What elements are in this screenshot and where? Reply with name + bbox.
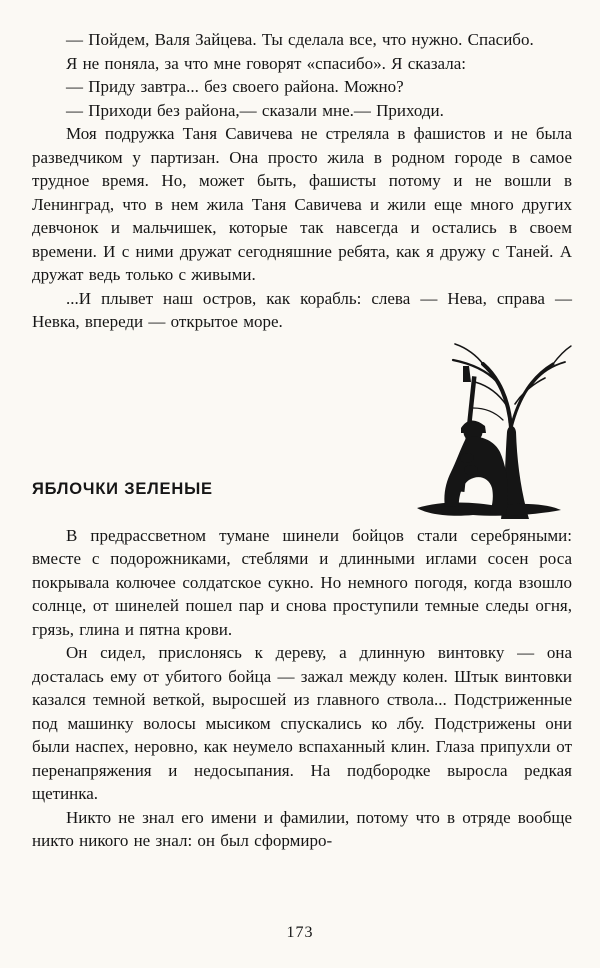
section-break [32,334,572,524]
soldier-under-tree-illustration [402,336,574,521]
paragraph: Моя подружка Таня Савичева не стреляла в фашистов и не была разведчиком у партизан. Она просто жила в родном городе в самое трудное время. Но, может быть, фашисты потому и не вошли в Ленинград, что в нем жила Таня Савичева и жили еще много других девчонок и мальчишек, которые так навсегда и остались в своем времени. И с ними дружат сегодняшние ребята, как я дружу с Таней. А дружат ведь только с живыми. [32,124,572,284]
section-heading: ЯБЛОЧКИ ЗЕЛЕНЫЕ [32,479,213,498]
soldier-under-tree-drawing [402,336,574,521]
paragraph: Никто не знал его имени и фамилии, потому что в отряде вообще никто никого не знал: он был сформиро- [32,807,572,850]
paragraph: В предрассветном тумане шинели бойцов стали серебряными: вместе с подорожниками, стеблями и длинными иглами сосен роса покрывала колючее солдатское сукно. Но немного погодя, когда взошло солнце, от шинелей пошел пар и снова проступили темные следы огня, грязь, глина и пятна крови. [32,525,572,639]
page-number: 173 [286,924,314,941]
dialogue-line: — Приходи без района,— сказали мне.— Приходи. [66,100,444,120]
dialogue-line: — Приду завтра... без своего района. Можно? [66,77,404,96]
paragraph: ...И плывет наш остров, как корабль: слева — Нева, справа — Невка, впереди — открытое море. [32,288,572,331]
paragraph: Я не поняла, за что мне говорят «спасибо». Я сказала: [66,53,466,73]
dialogue-line: — Пойдем, Валя Зайцева. Ты сделала все, что нужно. Спасибо. [66,30,534,49]
paragraph: Он сидел, прислонясь к дереву, а длинную винтовку — она досталась ему от убитого бойца — зажал между колен. Штык винтовки казался темной веткой, выросшей из главного ствола... Подстриженные под машинку волосы мысиком спускались ко лбу. Подстрижены они были наспех, неровно, как неумело вспаханный клин. Глаза припухли от перенапряжения и недосыпания. На подбородке выросла редкая щетинка. [32,643,572,803]
page-content [32,28,572,853]
